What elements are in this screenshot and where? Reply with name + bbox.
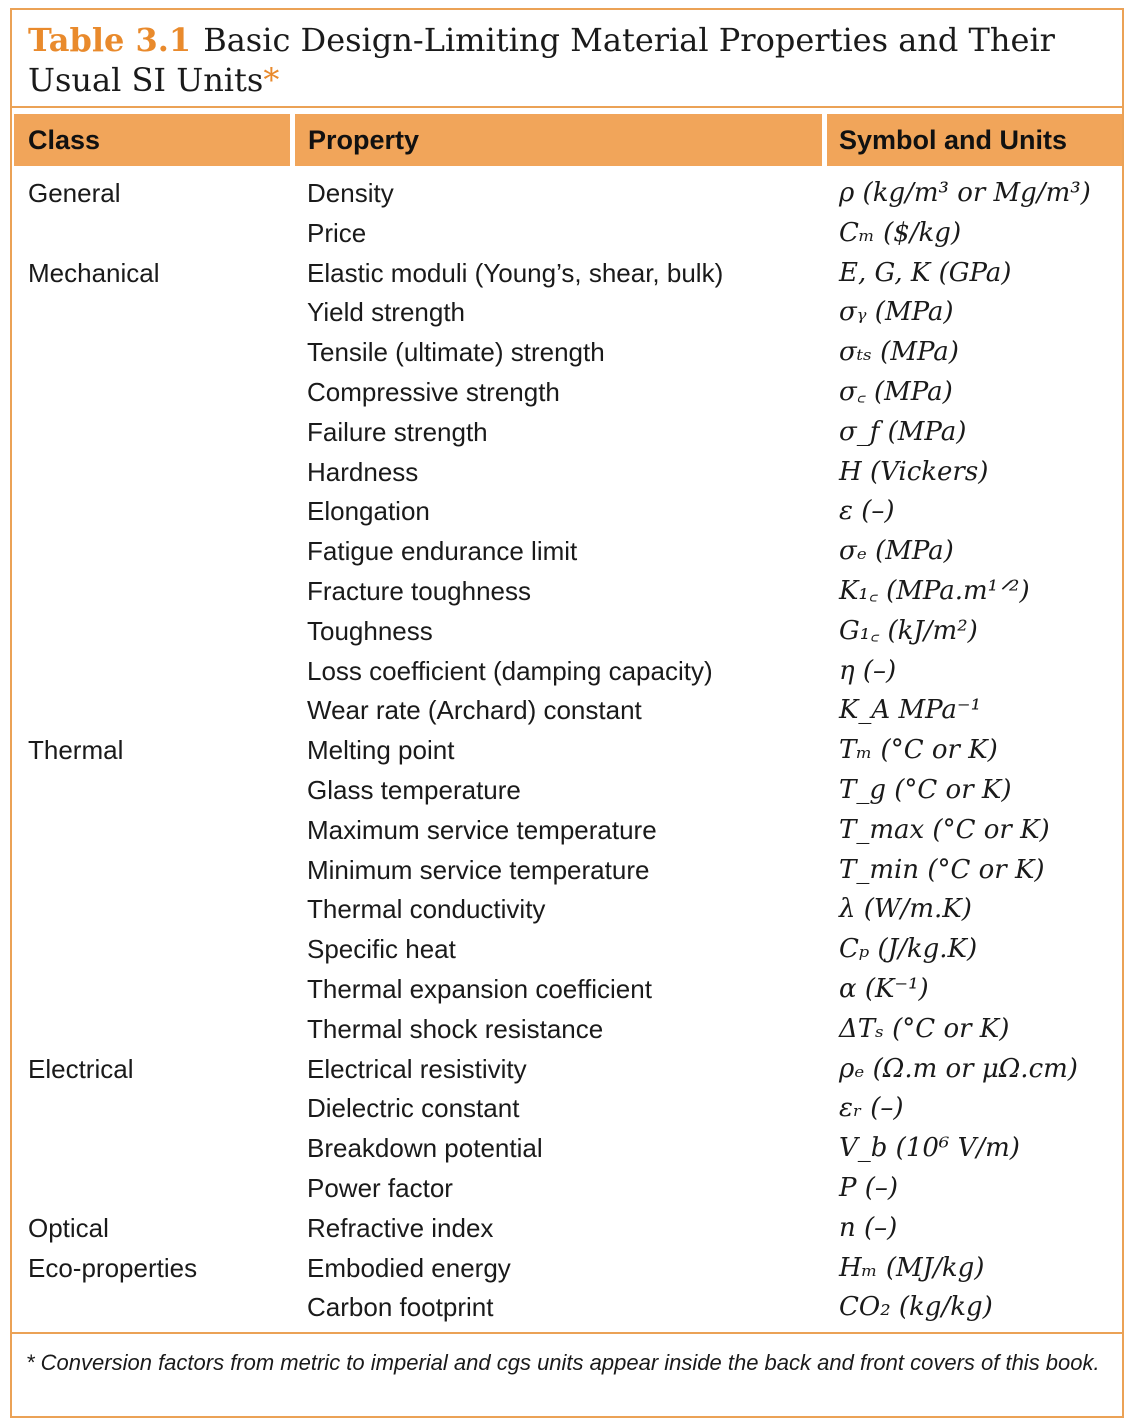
symbol-cell: ρ (kg/m³ or Mg/m³): [839, 178, 1091, 208]
symbol-cell: ΔTₛ (°C or K): [839, 1013, 1010, 1044]
table-row: [12, 930, 1122, 970]
property-cell: Failure strength: [307, 416, 488, 447]
table-row: [12, 214, 1122, 254]
property-cell: Specific heat: [307, 934, 456, 965]
symbol-cell: G₁꜀ (kJ/m²): [839, 615, 978, 646]
property-cell: Breakdown potential: [307, 1133, 543, 1164]
class-cell: Thermal: [28, 735, 124, 766]
symbol-cell: K₁꜀ (MPa.m¹ᐟ²): [839, 575, 1030, 606]
table-row: [12, 612, 1122, 652]
property-cell: Compressive strength: [307, 376, 560, 407]
property-cell: Elastic moduli (Young’s, shear, bulk): [307, 257, 724, 288]
table-row: [12, 453, 1122, 493]
footnote-divider: [12, 1332, 1122, 1334]
property-cell: Price: [307, 217, 367, 248]
title-footnote-marker: *: [263, 61, 280, 99]
symbol-cell: σᵧ (MPa): [839, 297, 954, 328]
table-footnote: * Conversion factors from metric to imperial and cgs units appear inside the back and front covers of this book.: [26, 1350, 1100, 1375]
symbol-cell: Tₘ (°C or K): [839, 735, 998, 766]
table-body: [12, 174, 1122, 1328]
symbol-cell: P (–): [839, 1172, 899, 1203]
table-row: [12, 691, 1122, 731]
property-cell: Glass temperature: [307, 774, 521, 805]
class-cell: Optical: [28, 1212, 109, 1243]
property-cell: Wear rate (Archard) constant: [307, 695, 642, 726]
symbol-cell: CO₂ (kg/kg): [839, 1292, 993, 1323]
table-frame: [10, 8, 1124, 1418]
property-cell: Power factor: [307, 1172, 453, 1203]
table-row: [12, 1209, 1122, 1249]
symbol-cell: λ (W/m.K): [839, 894, 972, 925]
table-caption: [28, 20, 1108, 100]
class-cell: Electrical: [28, 1053, 134, 1084]
table-row: [12, 1288, 1122, 1328]
table-row: [12, 970, 1122, 1010]
table-row: [12, 1169, 1122, 1209]
table-row: [12, 890, 1122, 930]
table-row: [12, 413, 1122, 453]
property-cell: Fracture toughness: [307, 575, 532, 606]
symbol-cell: ε (–): [839, 496, 895, 527]
symbol-cell: H (Vickers): [839, 456, 989, 487]
table-row: [12, 174, 1122, 214]
property-cell: Minimum service temperature: [307, 854, 650, 885]
table-row: [12, 293, 1122, 333]
symbol-cell: E, G, K (GPa): [839, 257, 1012, 288]
property-cell: Melting point: [307, 735, 455, 766]
symbol-cell: T_max (°C or K): [839, 814, 1050, 845]
table-row: [12, 771, 1122, 811]
symbol-cell: V_b (10⁶ V/m): [839, 1133, 1020, 1164]
column-header-class: Class: [14, 114, 290, 166]
table-row: [12, 373, 1122, 413]
property-cell: Density: [307, 178, 394, 208]
table-title: Basic Design-Limiting Material Properties and Their Usual SI Units: [28, 21, 1055, 99]
column-header-property: Property: [295, 114, 822, 166]
property-cell: Tensile (ultimate) strength: [307, 337, 605, 368]
table-row: [12, 1050, 1122, 1090]
table-row: [12, 532, 1122, 572]
symbol-cell: T_g (°C or K): [839, 774, 1012, 805]
table-row: [12, 1129, 1122, 1169]
property-cell: Loss coefficient (damping capacity): [307, 655, 713, 686]
property-cell: Thermal expansion coefficient: [307, 973, 652, 1004]
property-cell: Elongation: [307, 496, 430, 527]
symbol-cell: σₜₛ (MPa): [839, 337, 959, 368]
caption-divider: [12, 106, 1122, 108]
property-cell: Carbon footprint: [307, 1292, 494, 1323]
table-row: [12, 1089, 1122, 1129]
property-cell: Fatigue endurance limit: [307, 536, 578, 567]
symbol-cell: σ_f (MPa): [839, 416, 967, 447]
symbol-cell: T_min (°C or K): [839, 854, 1045, 885]
property-cell: Embodied energy: [307, 1252, 511, 1283]
property-cell: Yield strength: [307, 297, 466, 328]
table-row: [12, 254, 1122, 294]
property-cell: Toughness: [307, 615, 433, 646]
symbol-cell: Cₘ ($/kg): [839, 217, 962, 248]
property-cell: Electrical resistivity: [307, 1053, 527, 1084]
symbol-cell: K_A MPa⁻¹: [839, 695, 982, 726]
table-row: [12, 851, 1122, 891]
symbol-cell: ρₑ (Ω.m or μΩ.cm): [839, 1053, 1078, 1084]
table-row: [12, 492, 1122, 532]
table-row: [12, 1010, 1122, 1050]
symbol-cell: Cₚ (J/kg.K): [839, 934, 978, 965]
symbol-cell: Hₘ (MJ/kg): [839, 1252, 985, 1283]
table-row: [12, 731, 1122, 771]
symbol-cell: η (–): [839, 655, 897, 686]
class-cell: Eco-properties: [28, 1252, 198, 1283]
symbol-cell: εᵣ (–): [839, 1093, 904, 1124]
property-cell: Thermal shock resistance: [307, 1013, 604, 1044]
symbol-cell: n (–): [839, 1212, 898, 1243]
table-row: [12, 811, 1122, 851]
column-header-symbol-units: Symbol and Units: [827, 114, 1122, 166]
symbol-cell: σₑ (MPa): [839, 536, 954, 567]
table-row: [12, 572, 1122, 612]
table-number: Table 3.1: [28, 21, 192, 59]
property-cell: Thermal conductivity: [307, 894, 546, 925]
property-cell: Refractive index: [307, 1212, 494, 1243]
table-row: [12, 333, 1122, 373]
symbol-cell: σ꜀ (MPa): [839, 376, 953, 407]
table-row: [12, 652, 1122, 692]
property-cell: Hardness: [307, 456, 419, 487]
property-cell: Dielectric constant: [307, 1093, 520, 1124]
symbol-cell: α (K⁻¹): [839, 973, 929, 1004]
class-cell: General: [28, 178, 121, 208]
property-cell: Maximum service temperature: [307, 814, 657, 845]
class-cell: Mechanical: [28, 257, 160, 288]
table-row: [12, 1249, 1122, 1289]
